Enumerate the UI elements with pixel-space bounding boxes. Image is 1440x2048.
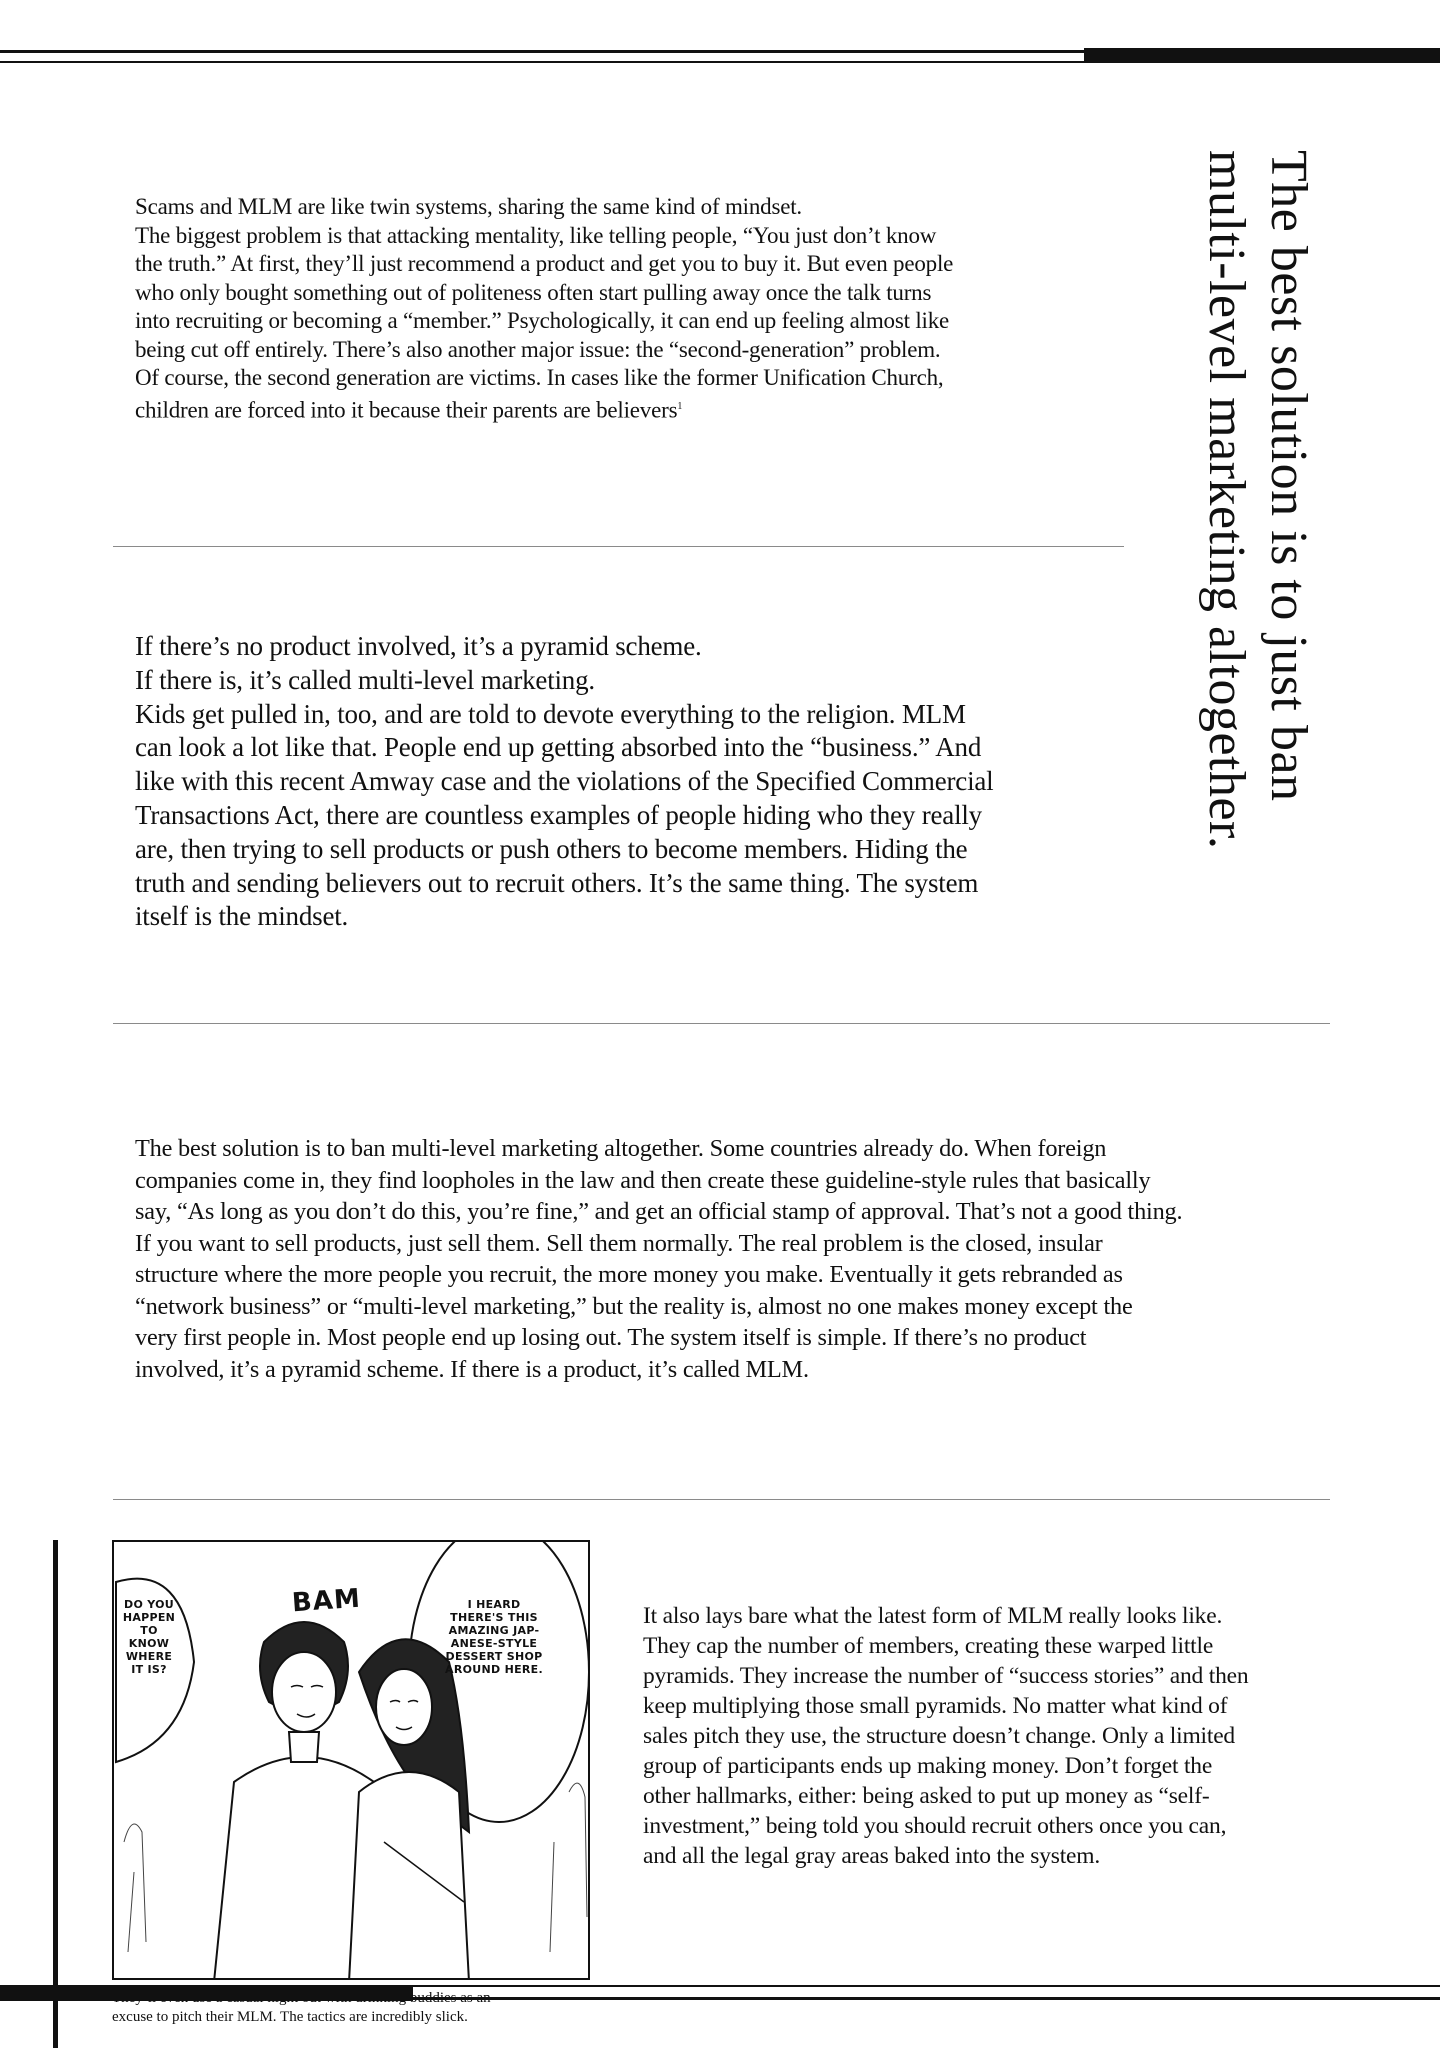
paragraph-ban-mlm: The best solution is to ban multi-level marketing altogether. Some countries already do. When foreign companies come in, they find loopholes in the law and then create these guideline-style rules that basically say, “As long as you don’t do this, you’re fine,” and get an official stamp of approval. That’s not a good thing. If you want to sell products, just sell them. Sell them normally. The real problem is the closed, insular structure where the more people you recruit, the more money you make. Eventually it gets rebranded as “network business” or “multi-level marketing,” but the reality is, almost no one makes money except the very first people in. Most people end up losing out. The system itself is simple. If there’s no product involved, it’s a pyramid scheme. If there is a product, it’s called MLM. <box>135 1135 1183 1383</box>
top-rule-accent <box>1084 48 1440 63</box>
section-divider <box>113 1499 1330 1500</box>
paragraph-mindset-text: Scams and MLM are like twin systems, sharing the same kind of mindset. The biggest problem is that attacking mentality, like telling people, “You just don’t know the truth.” At first, they’ll just recommend a product and get you to buy it. But even people who only bought something out of politeness often start pulling away once the talk turns into recruiting or becoming a “member.” Psychologically, it can end up feeling almost like being cut off entirely. There’s also another major issue: the “second-generation” problem. Of course, the second generation are victims. In cases like the former Unification Church, children are forced into it because their parents are believers <box>135 194 954 423</box>
left-accent-bar <box>53 1540 58 2048</box>
paragraph-pyramid: If there’s no product involved, it’s a pyramid scheme. If there is, it’s called multi-level marketing. Kids get pulled in, too, and are told to devote everything to the religion. MLM can look a lot like that. People end up getting absorbed into the “business.” And like with this recent Amway case and the violations of the Specified Commercial Transactions Act, there are countless examples of people hiding who they really are, then trying to sell products or push others to become members. Hiding the truth and sending believers out to recruit others. It’s the same thing. The system itself is the mindset. <box>135 631 994 932</box>
manga-panel <box>112 1540 590 1980</box>
speech-bubble-left: DO YOU HAPPEN TO KNOW WHERE IT IS? <box>122 1598 176 1676</box>
paragraph-mindset <box>135 193 1125 425</box>
bottom-rule-secondary <box>413 1997 1440 2000</box>
page-title: The best solution is to just ban multi-level marketing altogether. <box>1198 150 1317 850</box>
footnote-marker: 1 <box>677 400 683 412</box>
section-divider <box>113 1023 1330 1024</box>
section-divider <box>113 546 1124 547</box>
paragraph-latest-form: It also lays bare what the latest form of MLM really looks like. They cap the number of members, creating these warped little pyramids. They increase the number of “success stories” and then keep multiplying those small pyramids. No matter what kind of sales pitch they use, the structure doesn’t change. Only a limited group of participants ends up making money. Don’t forget the other hallmarks, either: being asked to put up money as “self- investment,” being told you should recruit others once you can, and all the legal gray areas baked into the system. <box>643 1603 1249 1869</box>
top-rule <box>0 50 1084 53</box>
bottom-rule-accent <box>0 1985 413 2001</box>
bottom-rule <box>413 1985 1440 1987</box>
top-rule-secondary <box>0 61 1084 63</box>
sound-effect: BAM <box>291 1583 362 1619</box>
image-caption: buddies excuse to pitch their MLM. The tactics are incredibly slick. <box>112 1990 468 2025</box>
speech-bubble-right: I HEARD THERE'S THIS AMAZING JAP- ANESE-STYLE DESSERT SHOP AROUND HERE. <box>445 1598 543 1676</box>
